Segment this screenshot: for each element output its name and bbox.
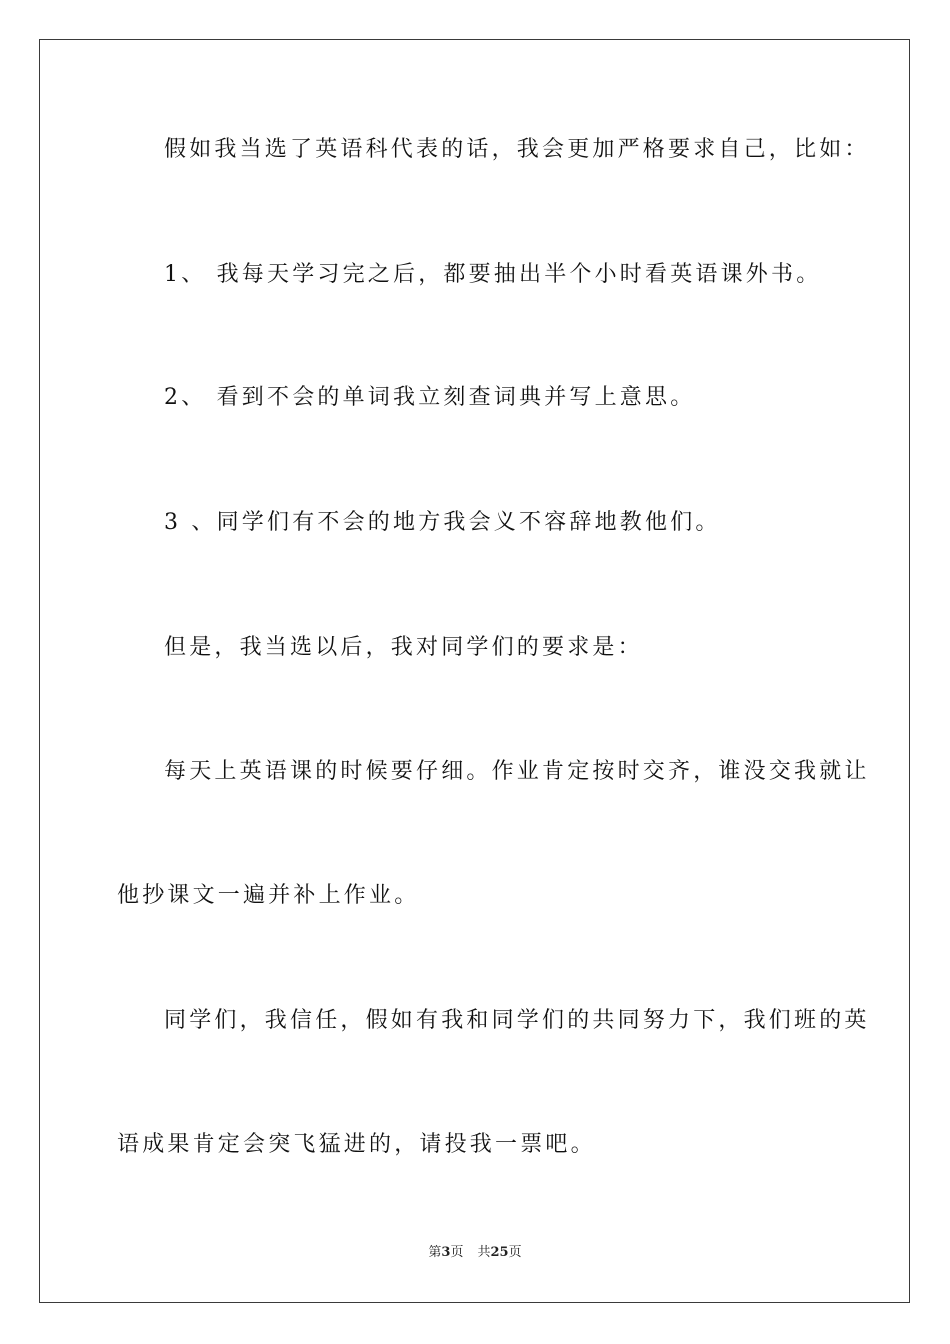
list-item-3: 3 、同学们有不会的地方我会义不容辞地教他们。 [164,510,721,535]
footer-total-prefix: 共 [477,1245,491,1260]
footer-total-pages: 25 [490,1245,509,1260]
paragraph-3-line-1: 每天上英语课的时候要仔细。作业肯定按时交齐，谁没交我就让 [164,759,870,784]
page-border [39,39,910,1303]
paragraph-4-line-2: 语成果肯定会突飞猛进的，请投我一票吧。 [117,1132,596,1157]
paragraph-3-line-2: 他抄课文一遍并补上作业。 [117,883,420,908]
paragraph-1: 假如我当选了英语科代表的话，我会更加严格要求自己，比如： [164,137,870,162]
footer-total-suffix: 页 [508,1245,522,1260]
footer-page-number: 3 [441,1245,451,1260]
footer-page-prefix: 第 [428,1245,442,1260]
page-footer [0,1244,950,1262]
paragraph-4-line-1: 同学们，我信任，假如有我和同学们的共同努力下，我们班的英 [164,1008,870,1033]
list-item-2: 2、 看到不会的单词我立刻查词典并写上意思。 [164,385,696,410]
footer-page-suffix: 页 [450,1245,464,1260]
paragraph-2: 但是，我当选以后，我对同学们的要求是： [164,635,643,660]
list-item-1: 1、 我每天学习完之后，都要抽出半个小时看英语课外书。 [164,262,822,287]
